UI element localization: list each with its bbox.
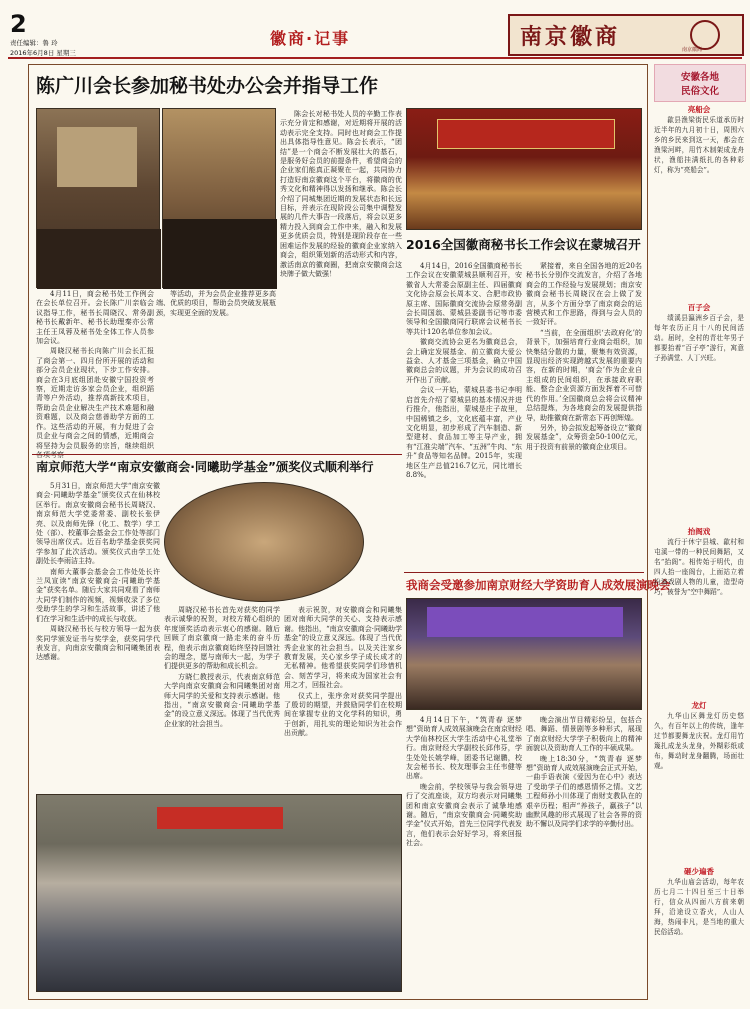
desk-shape [37, 229, 161, 289]
sidebar-tag [654, 64, 746, 102]
sidebar-item [654, 526, 744, 726]
article4-col2 [526, 716, 642, 994]
article1-photo-right [162, 108, 276, 288]
article3-para6: 表示祝贺，对安徽商会和同曦集团对南师大同学的关心、支持表示感谢。他指出，“南京安徽商会·同曦助学基金”的设立意义深远。体现了当代优秀企业家的社会担当。以及关注家乡教育发展，关心家乡学子成长成才的无私精神。他希望获奖同学们珍惜机会、刻苦学习，将来成为国家社会有用之才，回报社会。 [284, 606, 402, 690]
sidebar-item-body [654, 313, 744, 363]
article3-para5: 方晓仁教授表示，代表南京师范大学向南京安徽商会和同曦集团对南师大同学的关爱和支持表示感谢。他指出，“南京安徽商会·同曦助学基金”的设立意义深远。体现了当代优秀企业家的社会担当。 [164, 672, 280, 728]
sidebar-item-body [654, 877, 744, 937]
sidebar-item [654, 866, 744, 1000]
sidebar-item-text: 歙县渔梁街民乐道承历时近半年的九月初十日，周围六乡的乡民来到这一天，都会在渔梁河畔，用竹木制架成龙舟状，渔船挂满纸扎的各种彩灯，称为“亮船会”。 [654, 116, 744, 174]
article1-col2 [156, 290, 276, 450]
stage-screen [427, 607, 623, 637]
sidebar-item-text: 流行于休宁县城、歙村和屯溪一带的一种民间舞蹈，又名“抬阁”。相传始于明代，由四人抬一座阁台，上面站立着扮演戏剧人物的儿童，造型奇巧，被誉为“空中舞蹈”。 [654, 538, 744, 596]
article4-para1: 4月14日下午，“筑青春 逐梦想”资助育人成效展演晚会在南京财经大学仙林校区大学生活动中心礼堂举行。南京财经大学副校长邱伟芬，学生处处长姚学峰，团委书记谢鹏，校友会秘书长、校友理事会主任韦健等出席。 [406, 716, 522, 781]
article3-col1 [36, 482, 160, 792]
article4-headline: 我商会受邀参加南京财经大学资助育人成效展演晚会 [406, 578, 671, 592]
sidebar-item-body [654, 537, 744, 597]
sidebar-item-body [654, 711, 744, 771]
article4-col1 [406, 716, 522, 994]
stage-banner [437, 119, 615, 149]
article1-headline: 陈广川会长参加秘书处办公会并指导工作 [36, 75, 379, 97]
article1-para2: 周晓汉秘书长向陈广川会长汇报了商会第一、四月份所开展的活动和部分会员企业现状，下步工作安排。商会在3月底组团赴安徽宁国投资考察，近期走访多家会员企业，组织蹈青等户外活动，推荐高新技术项目，帮助会员企业解决生产技术难题和融资难题，以及商会慈善助学方面的工作。这些活动的开展，有力促进了会员企业与商会之间的情感，近期商会将坚持为会员服务的宗旨，继续组织 [36, 347, 154, 450]
window-shape [57, 127, 137, 187]
sidebar-item-text: 绩溪县瀛洲乡百子会，是每年农历正月十八的民间活动。届时，全村的青壮年男子都要抬着“百子亭”游行，寓意子孙满堂、人丁兴旺。 [654, 314, 744, 362]
sidebar-item-text: 九华山区舞龙灯历史悠久，有百年以上的传统，逢年过节都要舞龙庆祝。龙灯用竹篾扎成龙头龙身，外糊彩纸或布，舞动时龙身翻腾，场面壮观。 [654, 712, 744, 770]
article3-col2 [164, 606, 280, 792]
brand-title: 南京徽商 [520, 25, 621, 50]
sidebar-item-body [654, 115, 744, 175]
article1-col3 [280, 110, 402, 450]
article3-para7: 仪式上，张序余对获奖同学提出了殷切的期望，并鼓励同学们在校期间在掌握专业的文化学科的知识，勇于创新，用扎实的理论知识为社会作出贡献。 [284, 691, 402, 738]
sidebar-item-title: 百子会 [687, 303, 711, 312]
article4-para4: 晚上18:30分，“筑青春 逐梦想”资助育人成效展演晚会正式开始，一曲手语表演《爱因为在心中》表达了受助学子们的感恩情怀之情。文艺工程师孙小川体现了南财支教队在的艰辛历程；相声“养孩子，赢孩子”以幽默风趣的形式展现了社会各界的资助不懈以及同学们求学的辛勤付出。 [526, 754, 642, 829]
header-rule [8, 57, 742, 59]
article3-headline: 南京师范大学“南京安徽商会·同曦助学基金”颁奖仪式顺利举行 [36, 460, 374, 474]
group-photo [36, 794, 402, 992]
editor-label: 责任编辑： [10, 39, 43, 47]
article2-photo [406, 108, 642, 230]
article1-photo-left [36, 108, 160, 288]
sidebar-item-title: 砸少遍香 [684, 867, 714, 876]
article3-para4: 周晓汉秘书长首先对获奖的同学表示诚挚的祝贺，对校方精心组织的年度颁奖活动表示衷心的感谢。随后回顾了南京徽商一路走来的奋斗历程，他表示南京徽商始终坚持回馈社会的理念，愿与南师大一起，为学子们提供更多的帮助和成长机会。 [164, 606, 280, 671]
article1-para3: 等活动，并为会员企业推荐更多高端、优质的项目，帮助会员突破发展瓶颈，实现更全面的发展。 [156, 290, 276, 317]
article2-para6: 另外，协会拟发起筹备设立“徽商发展基金”，众筹资金50-100亿元，用于投资有前景的徽商企业项目。 [526, 423, 642, 451]
sidebar-item-title: 龙灯 [691, 701, 707, 710]
article1-para4: 陈会长对秘书处人员的辛勤工作表示充分肯定和感谢，对近期将开展的活动表示完全支持。同时也对商会工作提出具体指导性意见。陈会长表示，“团结”是一个商会不断发展壮大的基石，是服务好会员的前提条件，希望商会的企业家们能真正凝聚在一起，共同协力打造好南京徽商这个平台，将徽商的优秀文化和精神得以发扬和继承。陈会长介绍了同城集团近期的发展状态和长远目标，并表示在现阶段公司集中调整发展的几件大事告一段落后，将会以更多精力投入到商会工作中来，融入和发展更多优质会员，特别是现阶段存在一些困难运作发展的经验的徽商企业家纳入商会，组织策划新的活动形式和内容，激活南京的徽商圈，把南京安徽商会这块牌子做大做强！ [280, 110, 402, 278]
sidebar-item [654, 302, 744, 512]
sidebar-item [654, 104, 744, 294]
brand-small: 南京徽商 [682, 47, 703, 53]
issue-date: 2016年6月8日 星期三 [10, 49, 76, 57]
article2-col1 [406, 262, 522, 562]
article1-para1: 4月11日，商会秘书处工作例会在会长单位召开。会长陈广川亲临会议指导工作，秘书长周晓汉、常务副秘书长戴新年、秘书长助理秦亦公常主任王凤蓉及秘书处全体工作人员参加会议。 [36, 290, 154, 346]
page-number: 2 [10, 10, 27, 38]
article4-para3: 晚会演出节目精彩纷呈，包括合唱、舞蹈、情景剧等多种形式，展现了南京财经大学学子积极向上的精神面貌以及资助育人工作的丰硕成果。 [526, 716, 642, 753]
group-banner [157, 807, 283, 829]
article4-photo [406, 598, 642, 710]
article3-photo [164, 482, 364, 602]
article2-para1: 4月14日，2016全国徽商秘书长工作会议在安徽蒙城县顺利召开，安徽省人大常委会原副主任、四届徽商文化协会原会长周本文、合肥市政协原主席、国际徽商交流协会原常务副会长周国翁、蒙城县委副书记等市委领导和全国徽商同行联席会议秘书长等共计120名单位参加会议。 [406, 262, 522, 336]
brand-logo [508, 14, 744, 56]
article2-para2: 徽商交流协会更名为徽商总会，会上确定发展基金、前立徽商大爱公益金、人才基金三项基金，确立中国徽商总会的议题，并为会议的成功召开作出了贡献。 [406, 338, 522, 384]
masthead [0, 0, 750, 64]
editor-name: 鲁 玲 [42, 39, 58, 47]
sidebar-tag-line2: 民俗文化 [680, 86, 719, 97]
sidebar-item-title: 抬阁戏 [687, 527, 711, 536]
sidebar-item-text: 九华山庙会活动，每年农历七月二十四日至三十日举行，信众从四面八方前来朝拜，沿途设立香火，人山人海，热闹非凡，是当地的重大民俗活动。 [654, 878, 744, 936]
article2-col2 [526, 262, 642, 562]
article3-col3 [284, 606, 402, 792]
article4-top-rule [404, 572, 644, 573]
article3-para3: 周晓汉秘书长与校方领导一起为获奖同学颁发证书与奖学金，获奖同学代表发言，向南京安徽商会和同曦集团表达感谢。 [36, 625, 160, 662]
sidebar-tag-line1: 安徽各地 [680, 72, 719, 83]
editor-credit [10, 38, 58, 47]
article2-para5: “当前，在全面组织‘去政府化’的背景下，加强培育行业商会组织，加快集结分散的力量，聚集有效资源，显现出经济实现跨越式发展的重要内容，在新的时期，‘商会’作为企业自主组成的民间组织，在承接政府职能、整合企业资源方面发挥着不可替代的作用。’全国徽商总会将会议精神总结提炼，为各地商会的发展提供指导，助推徽商在新常态下再创辉煌。 [526, 328, 642, 422]
meeting-table [163, 219, 277, 289]
sidebar-item-title: 亮船会 [687, 105, 711, 114]
article1-col1 [36, 290, 154, 450]
article3-top-rule [32, 454, 402, 455]
article2-para4: 紧接着，来自全国各地的近20名秘书长分别作交流发言，介绍了各地商会的工作经验与发展规划；南京安徽商会秘书长周晓汉在会上做了发言，从多个方面分享了南京商会的运营模式和工作思路，得到与会人员的一致好评。 [526, 262, 642, 327]
article2-para3: 会议一开始，蒙城县委书记李明启首先介绍了蒙城县的基本情况并进行推介，他指出，蒙城是庄子故里，中国稀镇之乡，文化底蕴丰富，产业文化明显，初步形成了汽车制造、新型建材、食品加工等主导产业，拥有“江淮尖端”汽车、“五洲”牛肉、“东升”食品等知名品牌。2015年，实现地区生产总值216.7亿元，同比增长8.8%。 [406, 386, 522, 479]
article2-headline: 2016全国徽商秘书长工作会议在蒙城召开 [406, 237, 641, 252]
article3-para1: 5月31日，南京师范大学“南京安徽商会·同曦助学基金”颁奖仪式在仙林校区举行。南京安徽商会秘书长周晓汉、南京师范大学党委常委、副校长张伊亮、以及南师先锋（化工、数学）学工处（部）、校董事会基金会工作处等部门领导出席仪式。近百名助学基金获奖同学参加了此次活动。颁奖仪式由学工处副处长李雨洁主持。 [36, 482, 160, 566]
sidebar [650, 64, 746, 1004]
section-title: 徽商·记事 [270, 29, 351, 48]
article4-para2: 晚会前，学校领导与我会领导进行了交流座谈，双方均表示对同曦集团和南京安徽商会表示了诚挚地感谢。随后，“南京安徽商会·同曦奖助学金”仪式开始，首先三位同学代表发言，他们表示会好好学习，将来回报社会。 [406, 782, 522, 848]
article3-para2: 南师大董事会基金会工作处处长许兰凤宣读“南京安徽商会·同曦助学基金”获奖名单。随后大家共同观看了南师大同学们制作的视频，视频收录了多位受助学生的学习和生活故事，讲述了他们在学习和生活中的成长与收获。 [36, 567, 160, 623]
sidebar-item [654, 700, 744, 860]
